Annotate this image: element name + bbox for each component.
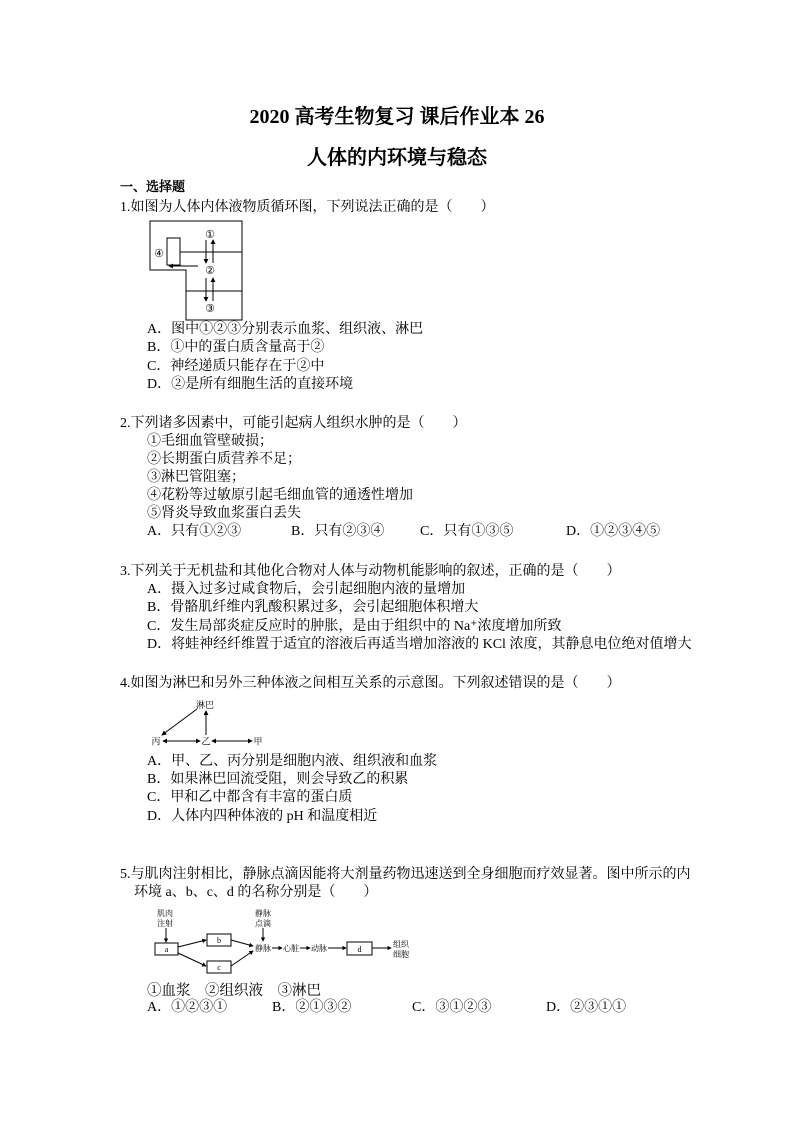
figure-4-label-bing: 丙 — [151, 736, 161, 747]
page-subtitle: 人体的内环境与稳态 — [307, 147, 487, 169]
question-2-option-b: B．只有②③④ — [291, 524, 385, 539]
figure-1-label-3: ③ — [205, 303, 215, 315]
figure-5-arrow-b-to-vein — [231, 940, 253, 946]
question-3-option-b: B．骨骼肌纤维内乳酸积累过多，会引起细胞体积增大 — [147, 600, 479, 615]
question-1-option-b: B．①中的蛋白质含量高于② — [147, 340, 325, 355]
question-1-stem: 1.如图为人体内体液物质循环图，下列说法正确的是（ ） — [120, 200, 495, 215]
question-3-option-c: C．发生局部炎症反应时的肿胀，是由于组织中的 Na⁺浓度增加所致 — [147, 619, 562, 634]
question-2-option-d: D．①②③④⑤ — [566, 524, 661, 539]
figure-5-label-d: d — [357, 945, 362, 954]
question-4-option-c: C．甲和乙中都含有丰富的蛋白质 — [147, 790, 353, 805]
figure-5-arrow-a-to-c — [178, 953, 206, 966]
figure-5-label-drip-2: 点滴 — [255, 919, 271, 928]
question-2-option-a: A．只有①②③ — [147, 524, 242, 539]
question-2-item: ①毛细血管壁破损； — [147, 434, 273, 449]
figure-5-label-injection-2: 注射 — [157, 919, 173, 928]
question-4-option-d: D．人体内四种体液的 pH 和温度相近 — [147, 809, 378, 824]
figure-5-label-injection-1: 肌肉 — [157, 909, 173, 918]
figure-5-drug-delivery-path — [150, 903, 420, 979]
figure-5-arrow-c-to-vein — [231, 951, 253, 966]
question-1-option-a: A．图中①②③分别表示血浆、组织液、淋巴 — [147, 322, 424, 337]
figure-5-label-drip-1: 静脉 — [255, 909, 271, 918]
question-2-option-c: C．只有①③⑤ — [420, 524, 514, 539]
figure-1-body-fluid-cycle — [148, 219, 246, 323]
question-2-item: ⑤肾炎导致血浆蛋白丢失 — [147, 506, 301, 521]
question-5-option-a: A．①②③① — [147, 1000, 228, 1015]
question-5-stem-line-2: 环境 a、b、c、d 的名称分别是（ ） — [134, 885, 378, 900]
figure-5-label-heart: 心脏 — [283, 944, 299, 953]
figure-5-label-vein: 静脉 — [255, 944, 271, 953]
question-3-option-a: A．摄入过多过咸食物后，会引起细胞内液的量增加 — [147, 582, 466, 597]
figure-5-arrow-a-to-b — [178, 940, 206, 947]
question-2-item: ④花粉等过敏原引起毛细血管的通透性增加 — [147, 488, 413, 503]
figure-1-label-1: ① — [205, 229, 215, 241]
question-2-item: ②长期蛋白质营养不足； — [147, 452, 301, 467]
figure-4-label-yi: 乙 — [201, 736, 211, 747]
question-5-option-d: D．②③①① — [546, 1000, 627, 1015]
figure-4-body-fluid-relations — [145, 695, 275, 751]
question-5-option-c: C．③①②③ — [412, 1000, 492, 1015]
figure-5-label-cells-1: 组织 — [393, 940, 409, 949]
figure-5-label-c: c — [217, 963, 221, 972]
figure-4-label-jia: 甲 — [253, 736, 263, 747]
question-3-option-d: D．将蛙神经纤维置于适宜的溶液后再适当增加溶液的 KCl 浓度，其静息电位绝对值增大 — [147, 637, 692, 652]
question-2-stem: 2.下列诸多因素中，可能引起病人组织水肿的是（ ） — [120, 416, 467, 431]
question-4-option-b: B．如果淋巴回流受阻，则会导致乙的积累 — [147, 772, 409, 787]
figure-1-cell-box — [167, 238, 180, 265]
question-2-item: ③淋巴管阻塞； — [147, 470, 245, 485]
figure-5-label-artery: 动脉 — [311, 944, 327, 953]
figure-1-label-4: ④ — [154, 248, 164, 260]
figure-1-label-2: ② — [205, 265, 215, 277]
section-heading: 一、选择题 — [120, 179, 186, 194]
question-5-stem-line-1: 5.与肌肉注射相比，静脉点滴因能将大剂量药物迅速送到全身细胞而疗效显著。图中所示的内 — [120, 867, 691, 882]
figure-4-label-lymph: 淋巴 — [195, 700, 215, 710]
question-3-stem: 3.下列关于无机盐和其他化合物对人体与动物机能影响的叙述，正确的是（ ） — [120, 564, 621, 579]
page-title: 2020 高考生物复习 课后作业本 26 — [249, 106, 545, 128]
figure-5-label-cells-2: 细胞 — [393, 950, 409, 959]
figure-5-label-a: a — [164, 945, 169, 954]
question-1-option-c: C．神经递质只能存在于②中 — [147, 359, 325, 374]
question-1-option-d: D．②是所有细胞生活的直接环境 — [147, 377, 354, 392]
figure-4-arrow-lymph-to-bing — [162, 709, 197, 735]
question-5-option-b: B．②①③② — [272, 1000, 352, 1015]
question-4-option-a: A．甲、乙、丙分别是细胞内液、组织液和血浆 — [147, 754, 438, 769]
figure-1-outer-frame — [150, 221, 242, 320]
question-5-key: ①血浆 ②组织液 ③淋巴 — [147, 983, 321, 999]
figure-5-label-b: b — [217, 936, 221, 945]
question-4-stem: 4.如图为淋巴和另外三种体液之间相互关系的示意图。下列叙述错误的是（ ） — [120, 676, 621, 691]
